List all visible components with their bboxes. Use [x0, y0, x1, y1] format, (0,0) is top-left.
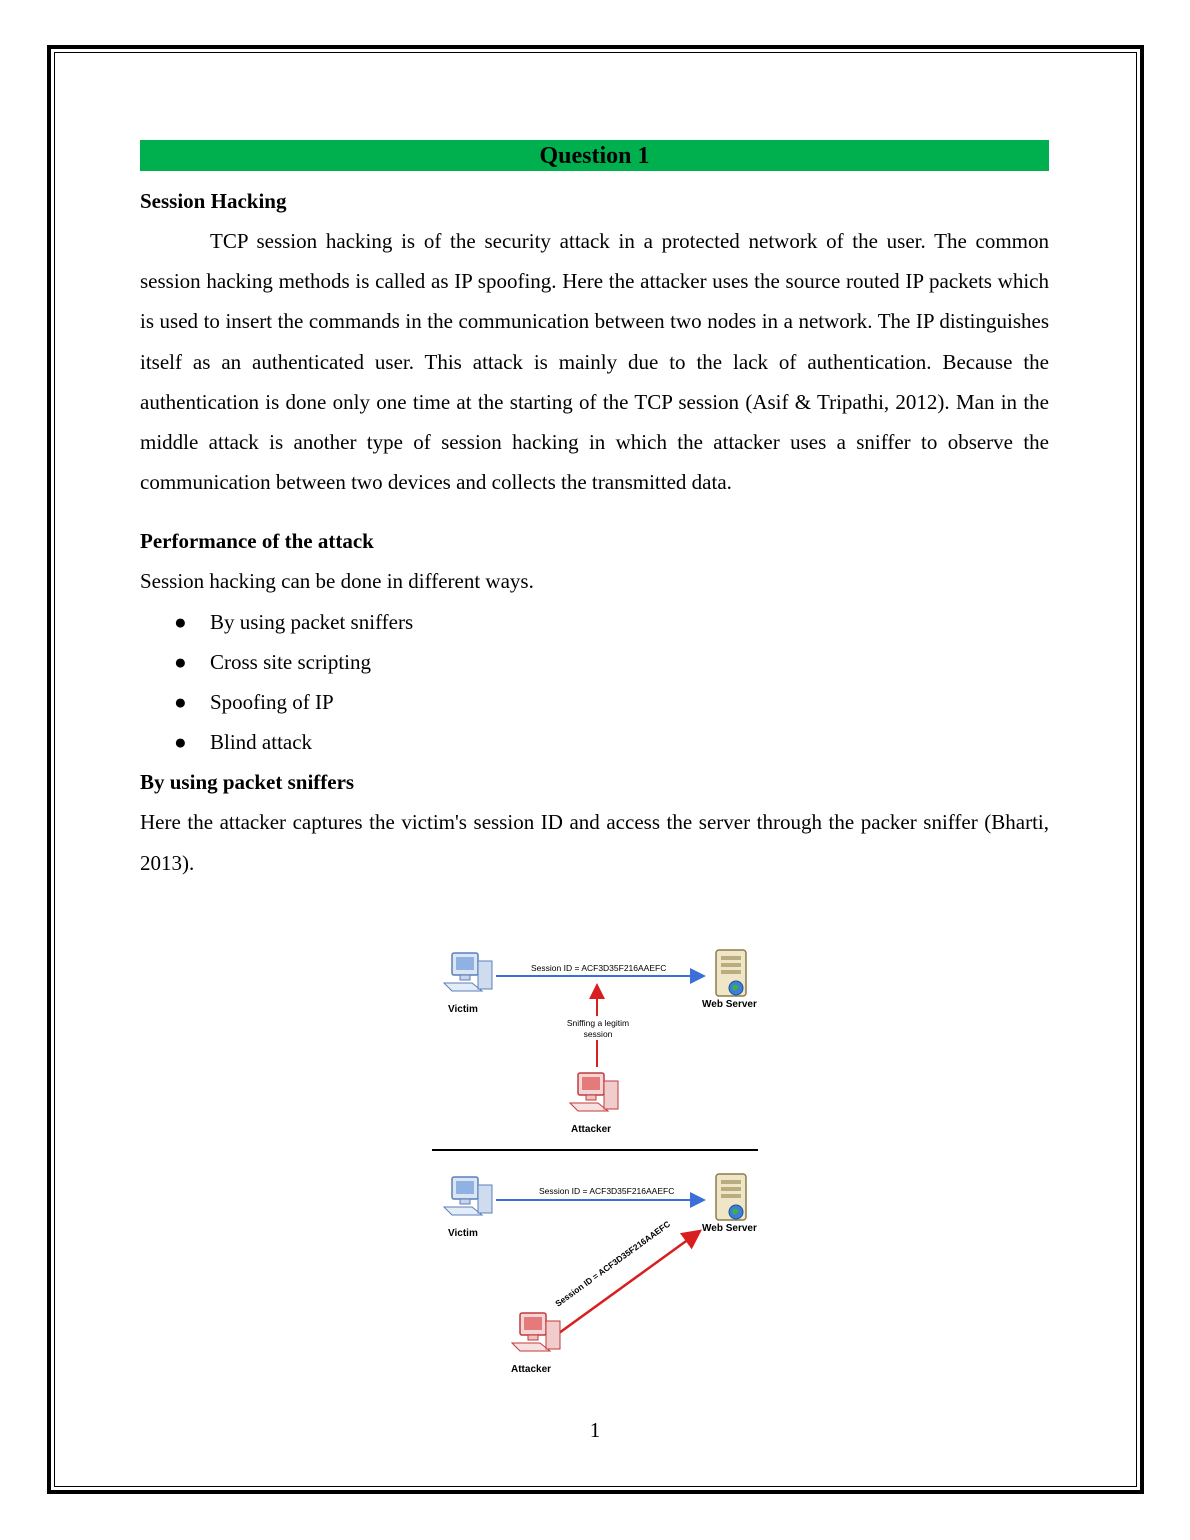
web-server-label: Web Server: [702, 999, 757, 1010]
attacker-computer-icon: [570, 1073, 618, 1111]
victim-label: Victim: [448, 1004, 478, 1015]
attacker-label: Attacker: [571, 1124, 612, 1135]
session-id-label: Session ID = ACF3D35F216AAEFC: [539, 1186, 675, 1196]
question-title-bar: Question 1: [140, 140, 1049, 171]
victim-computer-icon: [444, 1177, 492, 1215]
attack-arrow: [548, 1231, 700, 1341]
attacker-label: Attacker: [511, 1364, 552, 1375]
attacker-computer-icon: [512, 1313, 560, 1351]
list-item: ● Spoofing of IP: [140, 682, 1049, 722]
bullet-icon: ●: [174, 649, 187, 674]
web-server-icon: [716, 1174, 746, 1220]
paragraph-packet-sniffers: Here the attacker captures the victim's session ID and access the server through the packer sniffer (Bharti, 2013).: [140, 810, 1049, 875]
figure-svg: [430, 945, 760, 1385]
bullet-icon: ●: [174, 690, 187, 715]
attack-session-label: Session ID = ACF3D35F216AAEFC: [553, 1218, 672, 1309]
paragraph-session-hacking: TCP session hacking is of the security attack in a protected network of the user. The common session hacking methods is called as IP spoofing. Here the attacker uses the source routed IP packets which is used to insert the commands in the communication between two nodes in a network. The IP distinguishes itself as an authenticated user. This attack is mainly due to the lack of authentication. Because the authentication is done only one time at the starting of the TCP session (Asif & Tripathi, 2012). Man in the middle attack is another type of session hacking in which the attacker uses a sniffer to observe the communication between two devices and collects the transmitted data.: [140, 229, 1049, 495]
bullet-icon: ●: [174, 609, 187, 634]
victim-computer-icon: [444, 953, 492, 991]
victim-label: Victim: [448, 1228, 478, 1239]
page-number: 1: [589, 1418, 601, 1442]
list-item: ● By using packet sniffers: [140, 602, 1049, 642]
attack-methods-list: [140, 602, 1049, 763]
document-body: [140, 140, 1049, 883]
list-item: ● Blind attack: [140, 722, 1049, 762]
heading-performance: Performance of the attack: [140, 529, 374, 554]
heading-packet-sniffers: By using packet sniffers: [140, 770, 355, 795]
sniff-label-line1: Sniffing a legitim: [566, 1018, 630, 1028]
heading-session-hacking: Session Hacking: [140, 189, 287, 213]
web-server-icon: [716, 950, 746, 996]
bottom-diagram: [444, 1174, 757, 1375]
top-diagram: [444, 950, 757, 1135]
session-hijack-figure: [430, 945, 760, 1385]
sniff-label-line2: session: [583, 1029, 613, 1039]
bullet-icon: ●: [174, 730, 187, 755]
list-item: ● Cross site scripting: [140, 642, 1049, 682]
paragraph-performance-intro: Session hacking can be done in different ways.: [140, 569, 534, 594]
session-id-label: Session ID = ACF3D35F216AAEFC: [531, 963, 667, 973]
web-server-label: Web Server: [702, 1223, 757, 1234]
